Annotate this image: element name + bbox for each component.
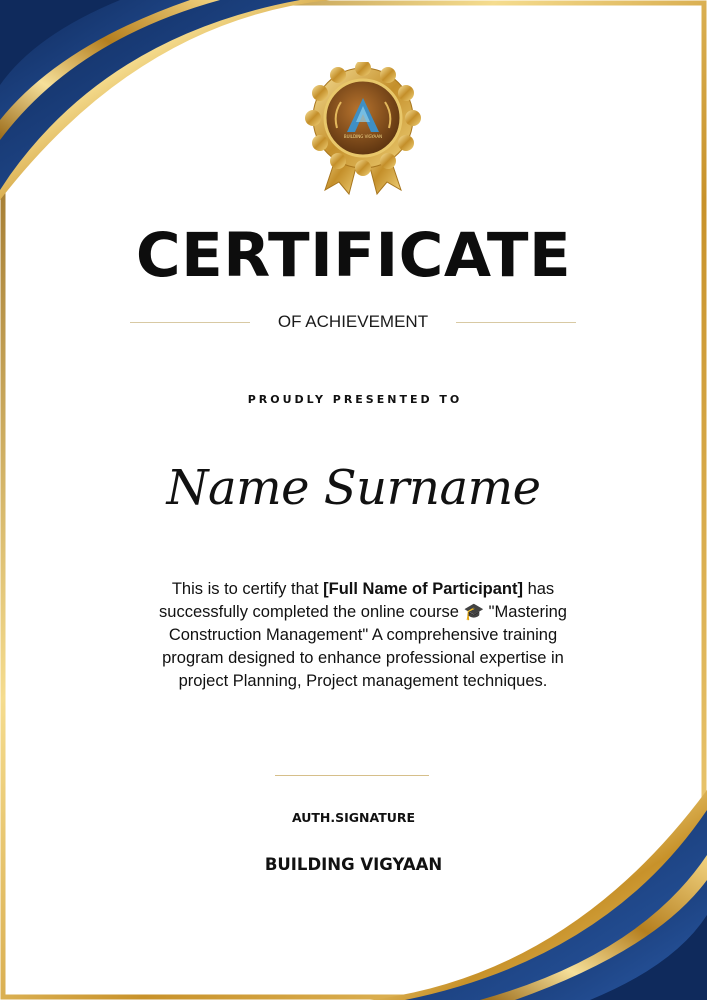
subtitle-right-rule: [456, 322, 576, 323]
signature-line: [275, 775, 429, 776]
recipient-name: Name Surname: [166, 460, 541, 516]
body-text-part2: has successfully completed the online course: [159, 580, 555, 621]
certificate-subtitle: OF ACHIEVEMENT: [277, 312, 429, 331]
signature-label: AUTH.SIGNATURE: [291, 810, 416, 825]
medal-badge-icon: [303, 62, 423, 198]
body-text-part3: "Mastering Construction Management" A comprehensive training program designed to enhance professional expertise in project Planning, Project management techniques.: [162, 603, 567, 690]
certificate-body: [148, 578, 578, 693]
body-text-part1: This is to certify that: [171, 580, 324, 598]
certificate-title: CERTIFICATE: [135, 220, 572, 291]
subtitle-row: [130, 310, 576, 334]
presented-to-label: PROUDLY PRESENTED TO: [247, 393, 463, 406]
graduation-cap-icon: 🎓: [463, 603, 485, 621]
organization-name: BUILDING VIGYAAN: [264, 855, 443, 874]
medal-text: BUILDING VIGYAAN: [343, 134, 383, 139]
participant-placeholder: [Full Name of Participant]: [323, 580, 523, 598]
